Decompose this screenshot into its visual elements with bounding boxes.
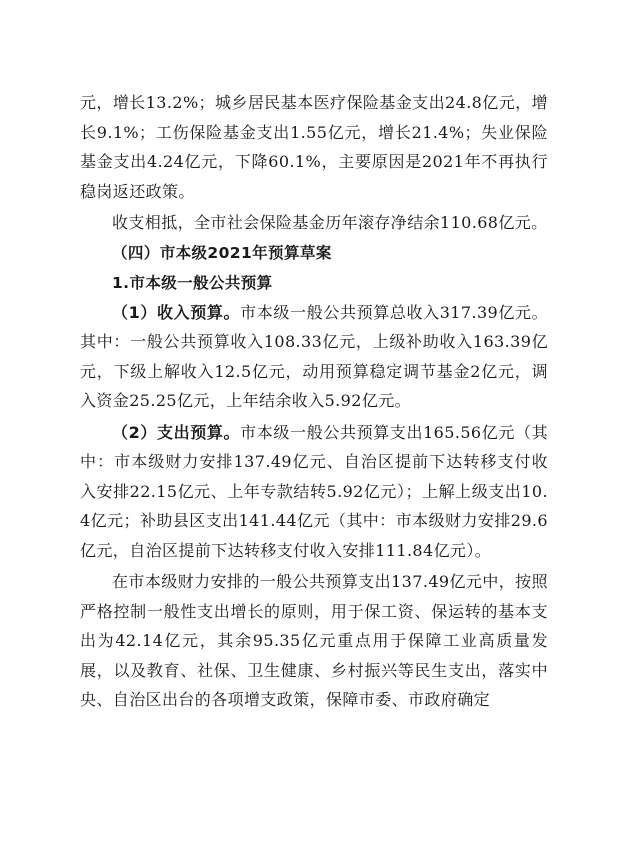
section-heading-municipal-budget: （四）市本级2021年预算草案	[112, 243, 332, 262]
paragraph-expenditure-allocation: 在市本级财力安排的一般公共预算支出137.49亿元中，按照严格控制一般性支出增长的原则，用于保工资、保运转的基本支出为42.14亿元，其余95.35亿元重点用于保障工业高质量发展，以及教育、社保、卫生健康、乡村振兴等民生支出，落实中央、自治区出台的各项增支政策，保障市委、市政府确定	[80, 572, 548, 709]
paragraph-insurance-expenditure: 元，增长13.2%；城乡居民基本医疗保险基金支出24.8亿元，增长9.1%；工伤保险基金支出1.55亿元，增长21.4%；失业保险基金支出4.24亿元，下降60.1%，主要原因是2021年不再执行稳岗返还政策。	[80, 93, 548, 201]
paragraph-fund-balance: 收支相抵，全市社会保险基金历年滚存净结余110.68亿元。	[112, 213, 548, 232]
expenditure-budget-lead: （2）支出预算。	[112, 422, 241, 442]
revenue-budget-body: 市本级一般公共预算总收入317.39亿元。其中：一般公共预算收入108.33亿元，上级补助收入163.39亿元，下级上解收入12.5亿元，动用预算稳定调节基金2亿元，调入资金25.25亿元，上年结余收入5.92亿元。	[80, 302, 548, 410]
subsection-heading-general-budget: 1.市本级一般公共预算	[112, 273, 273, 292]
paragraph-revenue-budget	[80, 298, 548, 416]
expenditure-budget-body: 市本级一般公共预算支出165.56亿元（其中：市本级财力安排137.49亿元、自治区提前下达转移支付收入安排22.15亿元、上年专款结转5.92亿元）；上解上级支出10.4亿元；补助县区支出141.44亿元（其中：市本级财力安排29.6亿元，自治区提前下达转移支付收入安排111.84亿元）。	[80, 422, 548, 560]
document-body	[80, 88, 548, 715]
paragraph-expenditure-budget	[80, 418, 548, 566]
revenue-budget-lead: （1）收入预算。	[112, 302, 241, 322]
